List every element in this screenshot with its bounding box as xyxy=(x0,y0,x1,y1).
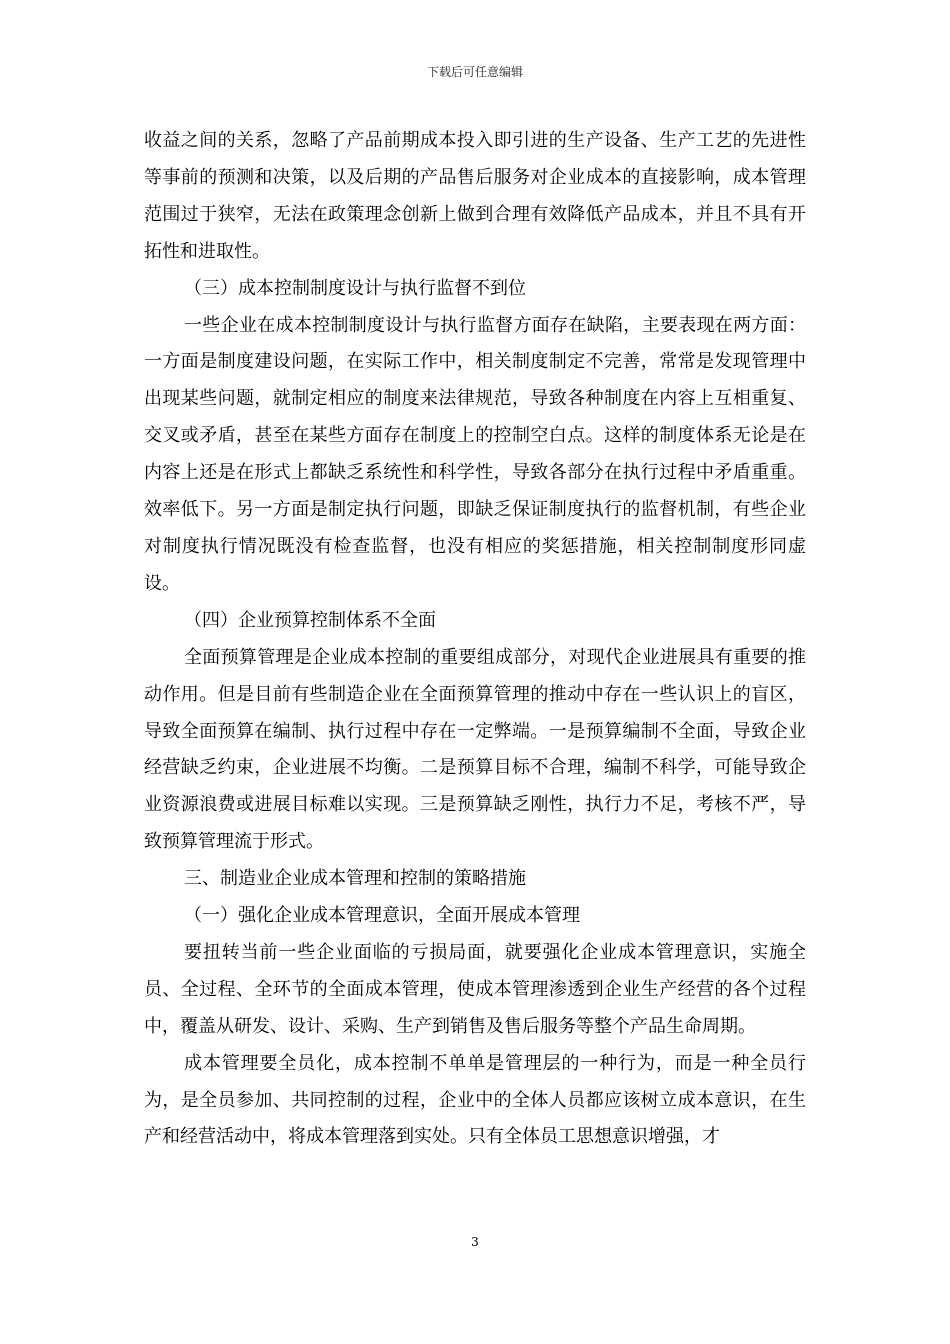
paragraph-continued: 收益之间的关系，忽略了产品前期成本投入即引进的生产设备、生产工艺的先进性等事前的预测和决策，以及后期的产品售后服务对企业成本的直接影响，成本管理范围过于狭窄，无法在政策理念创新上做到合理有效降低产品成本，并且不具有开拓性和进取性。 xyxy=(144,130,806,262)
section-heading: （四）企业预算控制体系不全面 xyxy=(184,609,436,631)
page-number: 3 xyxy=(471,1235,479,1249)
section-heading: （三）成本控制制度设计与执行监督不到位 xyxy=(184,277,526,299)
paragraph: 一些企业在成本控制制度设计与执行监督方面存在缺陷，主要表现在两方面：一方面是制度建设问题，在实际工作中，相关制度制定不完善，常常是发现管理中出现某些问题，就制定相应的制度来法律规范，导致各种制度在内容上互相重复、交叉或矛盾，甚至在某些方面存在制度上的控制空白点。这样的制度体系无论是在内容上还是在形式上都缺乏系统性和科学性，导致各部分在执行过程中矛盾重重。效率低下。另一方面是制定执行问题，即缺乏保证制度执行的监督机制，有些企业对制度执行情况既没有检查监督，也没有相应的奖惩措施，相关控制制度形同虚设。 xyxy=(144,314,806,594)
section-heading: （一）强化企业成本管理意识，全面开展成本管理 xyxy=(184,905,580,927)
paragraph: 成本管理要全员化，成本控制不单单是管理层的一种行为，而是一种全员行为，是全员参加、共同控制的过程，企业中的全体人员都应该树立成本意识，在生产和经营活动中，将成本管理落到实处。只有全体员工思想意识增强，才 xyxy=(144,1052,806,1148)
chapter-heading: 三、制造业企业成本管理和控制的策略措施 xyxy=(184,868,526,890)
paragraph: 要扭转当前一些企业面临的亏损局面，就要强化企业成本管理意识，实施全员、全过程、全环节的全面成本管理，使成本管理渗透到企业生产经营的各个过程中，覆盖从研发、设计、采购、生产到销售及售后服务等整个产品生命周期。 xyxy=(144,941,806,1037)
page-header: 下载后可任意编辑 xyxy=(426,65,523,79)
paragraph: 全面预算管理是企业成本控制的重要组成部分，对现代企业进展具有重要的推动作用。但是目前有些制造企业在全面预算管理的推动中存在一些认识上的盲区，导致全面预算在编制、执行过程中存在一定弊端。一是预算编制不全面，导致企业经营缺乏约束，企业进展不均衡。二是预算目标不合理，编制不科学，可能导致企业资源浪费或进展目标难以实现。三是预算缺乏刚性，执行力不足，考核不严，导致预算管理流于形式。 xyxy=(144,646,806,853)
document-body xyxy=(144,123,806,1156)
